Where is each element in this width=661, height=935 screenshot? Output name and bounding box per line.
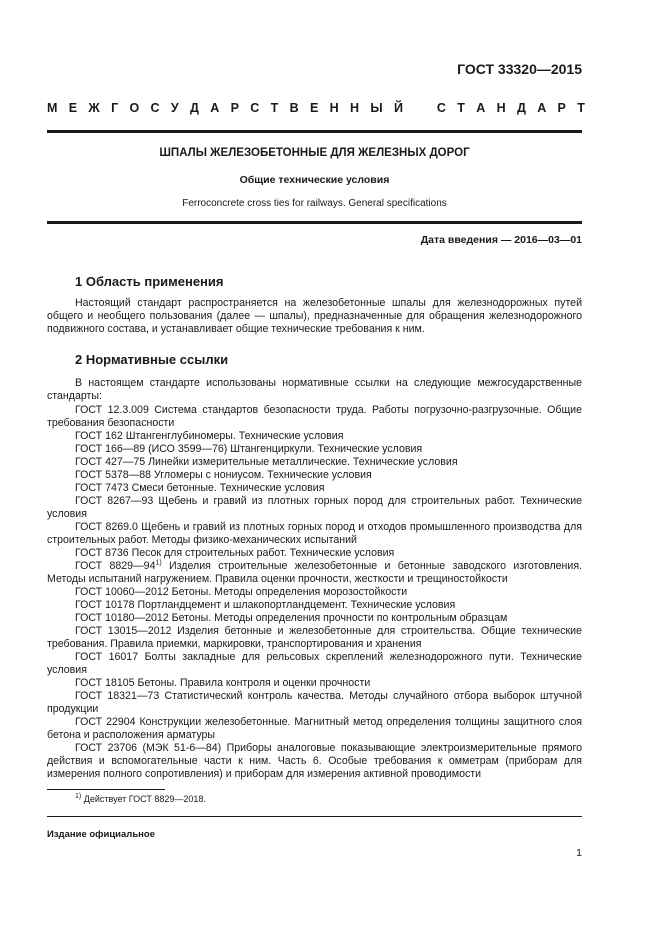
footnote-text: Действует ГОСТ 8829—2018. bbox=[81, 794, 206, 804]
reference-text: ГОСТ 8829—94 bbox=[75, 560, 156, 572]
section-2-heading: 2 Нормативные ссылки bbox=[75, 352, 229, 367]
reference-item bbox=[47, 690, 582, 716]
reference-item bbox=[47, 651, 582, 677]
banner-letter: С bbox=[250, 101, 260, 115]
reference-item bbox=[47, 469, 582, 482]
page-number: 1 bbox=[576, 847, 582, 859]
reference-text: ГОСТ 12.3.009 Система стандартов безопасности труда. Работы погрузочно-разгрузочные. Общие требования безопасности bbox=[47, 404, 582, 429]
banner-letter: Т bbox=[577, 101, 585, 115]
reference-item bbox=[47, 547, 582, 560]
footnote-mark: 1) bbox=[75, 793, 82, 800]
footnote bbox=[75, 794, 206, 804]
banner-letter: Й bbox=[393, 101, 403, 115]
document-subtitle: Общие технические условия bbox=[239, 174, 390, 186]
reference-text: ГОСТ 18105 Бетоны. Правила контроля и оценки прочности bbox=[75, 677, 371, 689]
banner-letter: Н bbox=[350, 101, 360, 115]
footnote-divider bbox=[47, 789, 165, 790]
reference-text: ГОСТ 13015—2012 Изделия бетонные и железобетонные для строительства. Общие технические требования. Правила приемки, маркировки, транспортирования и хранения bbox=[47, 625, 582, 650]
section-2-intro-text: В настоящем стандарте использованы нормативные ссылки на следующие межгосударственные стандарты: bbox=[47, 377, 582, 402]
reference-text: ГОСТ 166—89 (ИСО 3599—76) Штангенциркули. Технические условия bbox=[75, 443, 423, 455]
reference-item bbox=[47, 482, 582, 495]
interstate-standard-banner bbox=[47, 101, 585, 115]
footer-divider bbox=[47, 816, 582, 817]
reference-text: ГОСТ 5378—88 Угломеры с нониусом. Технические условия bbox=[75, 469, 372, 481]
reference-text: ГОСТ 10180—2012 Бетоны. Методы определения прочности по контрольным образцам bbox=[75, 612, 508, 624]
banner-letter: Н bbox=[329, 101, 339, 115]
reference-text: ГОСТ 162 Штангенглубиномеры. Технические условия bbox=[75, 430, 344, 442]
banner-letter: Е bbox=[68, 101, 78, 115]
introduction-date: Дата введения — 2016—03—01 bbox=[420, 234, 582, 246]
reference-item bbox=[47, 677, 582, 690]
reference-text: ГОСТ 8267—93 Щебень и гравий из плотных горных пород для строительных работ. Технические условия bbox=[47, 495, 582, 520]
title-divider bbox=[47, 221, 582, 224]
banner-letter: А bbox=[476, 101, 486, 115]
banner-letter: А bbox=[210, 101, 220, 115]
reference-text: ГОСТ 8269.0 Щебень и гравий из плотных горных пород и отходов промышленного производства для строительных работ. Методы физико-механических испытаний bbox=[47, 521, 582, 546]
banner-letter: В bbox=[289, 101, 299, 115]
reference-item bbox=[47, 599, 582, 612]
document-code: ГОСТ 33320—2015 bbox=[457, 61, 582, 77]
reference-text: ГОСТ 16017 Болты закладные для рельсовых скреплений железнодорожного пути. Технические условия bbox=[47, 651, 582, 676]
banner-letter: Е bbox=[309, 101, 319, 115]
banner-letter: С bbox=[436, 101, 446, 115]
reference-text: ГОСТ 7473 Смеси бетонные. Технические условия bbox=[75, 482, 325, 494]
banner-letter: Р bbox=[557, 101, 566, 115]
banner-letter: Г bbox=[111, 101, 119, 115]
reference-text: ГОСТ 18321—73 Статистический контроль качества. Методы случайного отбора выборок штучной продукции bbox=[47, 690, 582, 715]
section-1-text: Настоящий стандарт распространяется на железобетонные шпалы для железнодорожных путей общего и необщего пользования (далее — шпалы), предназначенные для обращения железнодорожного подвижного состава, и устанавливает общие технические требования к ним. bbox=[47, 297, 582, 335]
reference-item bbox=[47, 456, 582, 469]
footnote-marker: 1) bbox=[155, 559, 162, 567]
banner-letter: Т bbox=[457, 101, 465, 115]
reference-text: ГОСТ 427—75 Линейки измерительные металлические. Технические условия bbox=[75, 456, 458, 468]
banner-letter: Ж bbox=[88, 101, 100, 115]
reference-item bbox=[47, 586, 582, 599]
reference-text: ГОСТ 8736 Песок для строительных работ. Технические условия bbox=[75, 547, 395, 559]
reference-item bbox=[47, 430, 582, 443]
reference-list bbox=[47, 404, 582, 781]
banner-letter: Н bbox=[496, 101, 506, 115]
reference-text: ГОСТ 22904 Конструкции железобетонные. Магнитный метод определения толщины защитного слоя бетона и расположения арматуры bbox=[47, 716, 582, 741]
banner-letter: О bbox=[129, 101, 140, 115]
official-edition-label: Издание официальное bbox=[47, 829, 155, 840]
banner-letter: У bbox=[170, 101, 179, 115]
section-1-heading: 1 Область применения bbox=[75, 274, 224, 289]
section-1-body bbox=[47, 297, 582, 336]
banner-letter: Ы bbox=[370, 101, 383, 115]
reference-item bbox=[47, 716, 582, 742]
reference-item bbox=[47, 521, 582, 547]
banner-letter: М bbox=[47, 101, 58, 115]
banner-letter: А bbox=[537, 101, 547, 115]
banner-letter: Д bbox=[516, 101, 526, 115]
english-title: Ferroconcrete cross ties for railways. General specifications bbox=[182, 198, 447, 209]
reference-item bbox=[47, 612, 582, 625]
banner-letter: Д bbox=[190, 101, 199, 115]
section-2-intro bbox=[47, 377, 582, 403]
banner-letter: С bbox=[150, 101, 160, 115]
document-title: ШПАЛЫ ЖЕЛЕЗОБЕТОННЫЕ ДЛЯ ЖЕЛЕЗНЫХ ДОРОГ bbox=[159, 147, 470, 159]
reference-text: ГОСТ 10178 Портландцемент и шлакопортландцемент. Технические условия bbox=[75, 599, 456, 611]
reference-item bbox=[47, 742, 582, 781]
reference-item bbox=[47, 625, 582, 651]
reference-item bbox=[47, 404, 582, 430]
banner-letter: Т bbox=[270, 101, 279, 115]
banner-letter: Р bbox=[230, 101, 239, 115]
reference-item bbox=[47, 495, 582, 521]
reference-item bbox=[47, 443, 582, 456]
reference-text: ГОСТ 23706 (МЭК 51-6—84) Приборы аналоговые показывающие электроизмерительные прямого действия и вспомогательные части к ним. Часть 6. Особые требования к омметрам (приборам для измерения полного сопротивления) и приборам для измерения активной проводимости bbox=[47, 742, 582, 780]
reference-text: ГОСТ 10060—2012 Бетоны. Методы определения морозостойкости bbox=[75, 586, 408, 598]
reference-item bbox=[47, 560, 582, 586]
header-divider bbox=[47, 130, 582, 133]
reference-text: Изделия строительные железобетонные и бетонные заводского изготовления. Методы испытаний нагружением. Правила оценки прочности, жесткости и трещиностойкости bbox=[47, 560, 583, 585]
